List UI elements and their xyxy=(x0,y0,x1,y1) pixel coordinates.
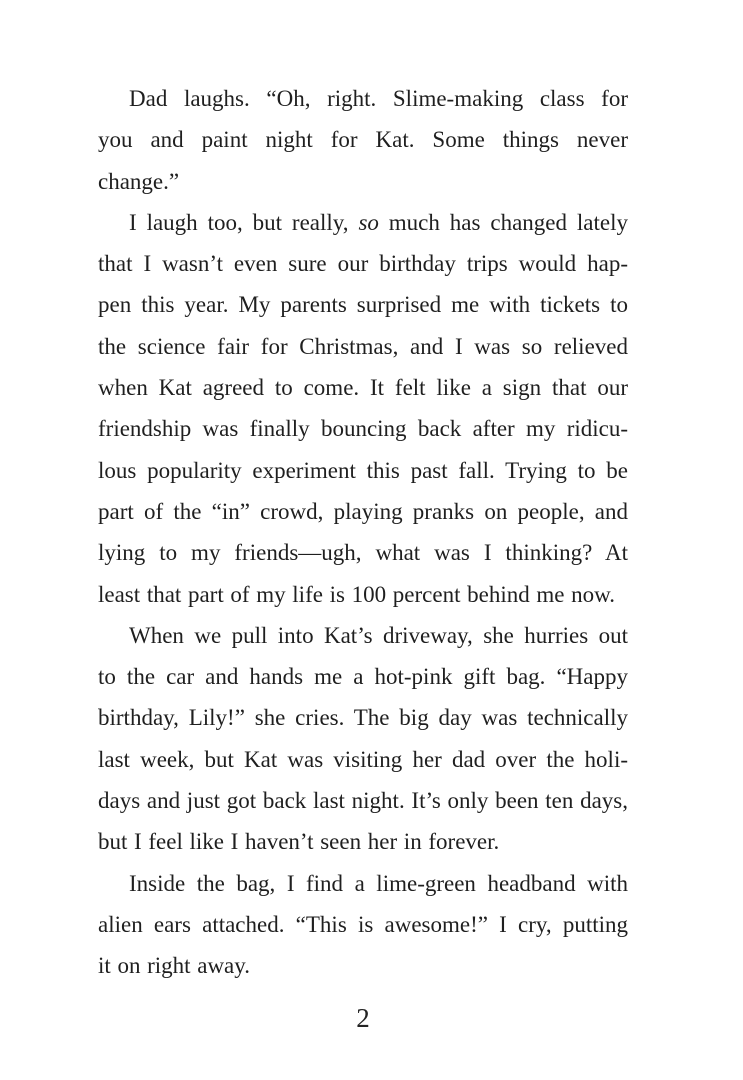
text-line: lous popularity experiment this past fall. Trying to be xyxy=(98,457,628,483)
text-line: when Kat agreed to come. It felt like a sign that our xyxy=(98,375,628,401)
text-line: the science fair for Christmas, and I was so relieved xyxy=(98,333,628,359)
text-line: change.” xyxy=(98,168,180,194)
paragraph xyxy=(98,615,628,863)
text-line: least that part of my life is 100 percent behind me now. xyxy=(98,581,616,607)
text-line: lying to my friends—ugh, what was I thinking? At xyxy=(98,540,628,566)
text-line: I laugh too, but really, so much has changed lately xyxy=(129,209,628,235)
paragraph xyxy=(98,202,628,615)
text-line: to the car and hands me a hot-pink gift bag. “Happy xyxy=(98,664,628,690)
text-line: part of the “in” crowd, playing pranks on people, and xyxy=(98,498,628,524)
page-number: 2 xyxy=(356,1003,370,1033)
text-line: you and paint night for Kat. Some things never xyxy=(98,127,628,153)
text-line: When we pull into Kat’s driveway, she hurries out xyxy=(129,622,628,648)
text-line: friendship was finally bouncing back after my ridicu- xyxy=(98,416,628,442)
page-text xyxy=(98,78,628,987)
text-line: Dad laughs. “Oh, right. Slime-making class for xyxy=(129,86,628,111)
text-line: that I wasn’t even sure our birthday trips would hap- xyxy=(98,251,628,277)
text-line: it on right away. xyxy=(98,953,251,979)
text-line: but I feel like I haven’t seen her in forever. xyxy=(98,829,500,855)
text-line: pen this year. My parents surprised me with tickets to xyxy=(98,292,628,318)
text-line: Inside the bag, I find a lime-green headband with xyxy=(129,870,628,896)
text-line: last week, but Kat was visiting her dad over the holi- xyxy=(98,746,628,772)
text-line: alien ears attached. “This is awesome!” I cry, putting xyxy=(98,911,628,937)
text-line: days and just got back last night. It’s only been ten days, xyxy=(98,788,628,814)
text-line: birthday, Lily!” she cries. The big day was technically xyxy=(98,705,628,731)
paragraph xyxy=(98,863,628,987)
paragraph xyxy=(98,78,628,202)
